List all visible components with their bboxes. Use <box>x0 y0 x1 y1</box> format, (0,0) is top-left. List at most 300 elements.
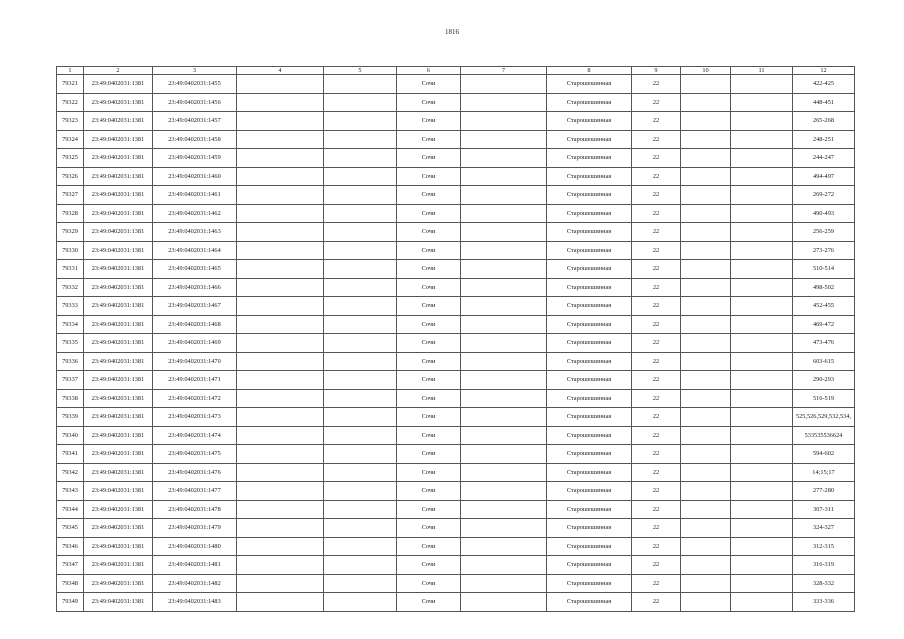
table-cell-col-7 <box>461 500 547 519</box>
table-cell-col-7 <box>461 408 547 427</box>
table-cell-col-7 <box>461 223 547 242</box>
table-cell-col-3: 23:49:0402031:1458 <box>153 130 237 149</box>
table-cell-col-12: 273-276 <box>793 241 855 260</box>
table-row <box>57 408 855 427</box>
table-cell-col-2: 23:49:0402031:1381 <box>84 371 153 390</box>
table-cell-col-1: 79331 <box>57 260 84 279</box>
table-cell-col-1: 79341 <box>57 445 84 464</box>
table-cell-col-5 <box>324 241 397 260</box>
table-cell-col-8: Старошешинная <box>547 426 632 445</box>
table-cell-col-5 <box>324 463 397 482</box>
column-header-9: 9 <box>632 67 681 75</box>
table-cell-col-12: 490-493 <box>793 204 855 223</box>
table-cell-col-3: 23:49:0402031:1463 <box>153 223 237 242</box>
table-cell-col-1: 79347 <box>57 556 84 575</box>
table-cell-col-12: 316-319 <box>793 556 855 575</box>
table-cell-col-2: 23:49:0402031:1381 <box>84 593 153 612</box>
table-cell-col-3: 23:49:0402031:1476 <box>153 463 237 482</box>
table-cell-col-11 <box>731 371 793 390</box>
table-cell-col-8: Старошешинная <box>547 278 632 297</box>
table-row <box>57 371 855 390</box>
table-cell-col-12: 510-514 <box>793 260 855 279</box>
table-cell-col-10 <box>681 371 731 390</box>
table-row <box>57 574 855 593</box>
table-cell-col-3: 23:49:0402031:1455 <box>153 75 237 94</box>
table-cell-col-1: 79332 <box>57 278 84 297</box>
column-header-5: 5 <box>324 67 397 75</box>
table-cell-col-9: 22 <box>632 519 681 538</box>
table-cell-col-7 <box>461 260 547 279</box>
table-cell-col-7 <box>461 426 547 445</box>
table-cell-col-12: 422-425 <box>793 75 855 94</box>
table-cell-col-11 <box>731 130 793 149</box>
table-cell-col-5 <box>324 167 397 186</box>
table-cell-col-5 <box>324 186 397 205</box>
table-cell-col-4 <box>237 482 324 501</box>
table-cell-col-4 <box>237 556 324 575</box>
table-cell-col-10 <box>681 408 731 427</box>
registry-table <box>56 66 855 612</box>
table-row <box>57 112 855 131</box>
table-cell-col-5 <box>324 204 397 223</box>
table-cell-col-8: Старошешинная <box>547 371 632 390</box>
table-cell-col-4 <box>237 445 324 464</box>
table-cell-col-5 <box>324 408 397 427</box>
table-cell-col-6: Сочи <box>397 445 461 464</box>
table-cell-col-10 <box>681 130 731 149</box>
table-cell-col-9: 22 <box>632 149 681 168</box>
table-row <box>57 482 855 501</box>
table-cell-col-3: 23:49:0402031:1482 <box>153 574 237 593</box>
table-cell-col-4 <box>237 260 324 279</box>
table-cell-col-1: 79330 <box>57 241 84 260</box>
table-cell-col-11 <box>731 297 793 316</box>
table-cell-col-11 <box>731 574 793 593</box>
table-cell-col-10 <box>681 204 731 223</box>
table-cell-col-2: 23:49:0402031:1381 <box>84 260 153 279</box>
table-cell-col-5 <box>324 278 397 297</box>
table-cell-col-1: 79339 <box>57 408 84 427</box>
table-cell-col-5 <box>324 297 397 316</box>
table-cell-col-1: 79329 <box>57 223 84 242</box>
table-cell-col-2: 23:49:0402031:1381 <box>84 389 153 408</box>
table-cell-col-4 <box>237 186 324 205</box>
table-row <box>57 149 855 168</box>
table-cell-col-3: 23:49:0402031:1460 <box>153 167 237 186</box>
table-cell-col-7 <box>461 186 547 205</box>
table-cell-col-9: 22 <box>632 426 681 445</box>
table-cell-col-3: 23:49:0402031:1466 <box>153 278 237 297</box>
table-cell-col-8: Старошешинная <box>547 75 632 94</box>
table-cell-col-12: 603-615 <box>793 352 855 371</box>
table-cell-col-10 <box>681 445 731 464</box>
table-cell-col-4 <box>237 204 324 223</box>
table-cell-col-5 <box>324 352 397 371</box>
table-cell-col-3: 23:49:0402031:1474 <box>153 426 237 445</box>
table-cell-col-9: 22 <box>632 371 681 390</box>
table-cell-col-1: 79336 <box>57 352 84 371</box>
table-cell-col-2: 23:49:0402031:1381 <box>84 167 153 186</box>
table-cell-col-10 <box>681 334 731 353</box>
table-cell-col-4 <box>237 593 324 612</box>
column-header-8: 8 <box>547 67 632 75</box>
table-cell-col-7 <box>461 130 547 149</box>
table-cell-col-3: 23:49:0402031:1481 <box>153 556 237 575</box>
table-cell-col-4 <box>237 241 324 260</box>
table-cell-col-2: 23:49:0402031:1381 <box>84 149 153 168</box>
table-cell-col-2: 23:49:0402031:1381 <box>84 186 153 205</box>
table-cell-col-8: Старошешинная <box>547 482 632 501</box>
table-cell-col-9: 22 <box>632 574 681 593</box>
table-cell-col-8: Старошешинная <box>547 463 632 482</box>
table-cell-col-2: 23:49:0402031:1381 <box>84 278 153 297</box>
table-cell-col-2: 23:49:0402031:1381 <box>84 574 153 593</box>
table-cell-col-6: Сочи <box>397 593 461 612</box>
table-row <box>57 167 855 186</box>
table-cell-col-2: 23:49:0402031:1381 <box>84 482 153 501</box>
table-cell-col-1: 79348 <box>57 574 84 593</box>
column-header-3: 3 <box>153 67 237 75</box>
table-cell-col-9: 22 <box>632 112 681 131</box>
table-cell-col-12: 248-251 <box>793 130 855 149</box>
table-cell-col-10 <box>681 574 731 593</box>
table-cell-col-8: Старошешинная <box>547 519 632 538</box>
table-cell-col-7 <box>461 241 547 260</box>
table-cell-col-2: 23:49:0402031:1381 <box>84 556 153 575</box>
table-cell-col-10 <box>681 315 731 334</box>
table-cell-col-1: 79346 <box>57 537 84 556</box>
table-cell-col-1: 79328 <box>57 204 84 223</box>
table-cell-col-1: 79337 <box>57 371 84 390</box>
table-cell-col-6: Сочи <box>397 75 461 94</box>
table-cell-col-4 <box>237 537 324 556</box>
table-cell-col-4 <box>237 352 324 371</box>
table-cell-col-2: 23:49:0402031:1381 <box>84 112 153 131</box>
table-cell-col-7 <box>461 537 547 556</box>
table-cell-col-7 <box>461 75 547 94</box>
table-cell-col-10 <box>681 593 731 612</box>
table-cell-col-6: Сочи <box>397 315 461 334</box>
table-cell-col-1: 79344 <box>57 500 84 519</box>
table-cell-col-6: Сочи <box>397 260 461 279</box>
table-cell-col-11 <box>731 167 793 186</box>
table-cell-col-7 <box>461 93 547 112</box>
table-cell-col-11 <box>731 556 793 575</box>
table-cell-col-6: Сочи <box>397 537 461 556</box>
table-cell-col-5 <box>324 500 397 519</box>
table-cell-col-12: 324-327 <box>793 519 855 538</box>
table-cell-col-1: 79343 <box>57 482 84 501</box>
table-cell-col-10 <box>681 241 731 260</box>
table-cell-col-4 <box>237 574 324 593</box>
table-cell-col-3: 23:49:0402031:1464 <box>153 241 237 260</box>
table-cell-col-5 <box>324 112 397 131</box>
table-row <box>57 130 855 149</box>
table-cell-col-8: Старошешинная <box>547 167 632 186</box>
table-cell-col-10 <box>681 223 731 242</box>
table-cell-col-12: 256-259 <box>793 223 855 242</box>
table-cell-col-3: 23:49:0402031:1478 <box>153 500 237 519</box>
table-cell-col-5 <box>324 593 397 612</box>
table-cell-col-5 <box>324 75 397 94</box>
table-cell-col-3: 23:49:0402031:1479 <box>153 519 237 538</box>
table-cell-col-2: 23:49:0402031:1381 <box>84 204 153 223</box>
table-cell-col-6: Сочи <box>397 130 461 149</box>
table-cell-col-11 <box>731 426 793 445</box>
table-cell-col-11 <box>731 278 793 297</box>
table-cell-col-8: Старошешинная <box>547 574 632 593</box>
table-cell-col-10 <box>681 112 731 131</box>
table-cell-col-5 <box>324 574 397 593</box>
table-cell-col-3: 23:49:0402031:1468 <box>153 315 237 334</box>
table-cell-col-9: 22 <box>632 75 681 94</box>
table-cell-col-7 <box>461 519 547 538</box>
table-cell-col-12: 533535536624 <box>793 426 855 445</box>
table-cell-col-3: 23:49:0402031:1462 <box>153 204 237 223</box>
table-cell-col-11 <box>731 593 793 612</box>
table-cell-col-6: Сочи <box>397 93 461 112</box>
table-cell-col-6: Сочи <box>397 426 461 445</box>
table-cell-col-8: Старошешинная <box>547 334 632 353</box>
table-cell-col-10 <box>681 149 731 168</box>
table-cell-col-11 <box>731 112 793 131</box>
table-cell-col-7 <box>461 371 547 390</box>
table-cell-col-10 <box>681 537 731 556</box>
table-row <box>57 241 855 260</box>
table-cell-col-12: 448-451 <box>793 93 855 112</box>
table-cell-col-11 <box>731 463 793 482</box>
table-cell-col-1: 79325 <box>57 149 84 168</box>
table-cell-col-10 <box>681 426 731 445</box>
table-cell-col-3: 23:49:0402031:1475 <box>153 445 237 464</box>
table-cell-col-4 <box>237 408 324 427</box>
table-row <box>57 204 855 223</box>
table-cell-col-4 <box>237 315 324 334</box>
table-cell-col-9: 22 <box>632 500 681 519</box>
table-cell-col-7 <box>461 149 547 168</box>
table-cell-col-5 <box>324 223 397 242</box>
table-cell-col-6: Сочи <box>397 556 461 575</box>
table-cell-col-9: 22 <box>632 204 681 223</box>
table-cell-col-2: 23:49:0402031:1381 <box>84 408 153 427</box>
table-cell-col-5 <box>324 537 397 556</box>
table-cell-col-8: Старошешинная <box>547 93 632 112</box>
table-row <box>57 297 855 316</box>
table-cell-col-4 <box>237 519 324 538</box>
table-cell-col-2: 23:49:0402031:1381 <box>84 519 153 538</box>
table-cell-col-7 <box>461 389 547 408</box>
table-cell-col-11 <box>731 537 793 556</box>
table-cell-col-4 <box>237 426 324 445</box>
table-cell-col-7 <box>461 167 547 186</box>
table-cell-col-8: Старошешинная <box>547 223 632 242</box>
table-cell-col-6: Сочи <box>397 389 461 408</box>
table-cell-col-11 <box>731 223 793 242</box>
table-cell-col-2: 23:49:0402031:1381 <box>84 223 153 242</box>
table-cell-col-12: 269-272 <box>793 186 855 205</box>
table-cell-col-6: Сочи <box>397 334 461 353</box>
table-cell-col-12: 498-502 <box>793 278 855 297</box>
table-cell-col-8: Старошешинная <box>547 556 632 575</box>
table-cell-col-6: Сочи <box>397 482 461 501</box>
table-cell-col-7 <box>461 574 547 593</box>
table-cell-col-1: 79322 <box>57 93 84 112</box>
table-row <box>57 426 855 445</box>
table-cell-col-10 <box>681 556 731 575</box>
column-header-2: 2 <box>84 67 153 75</box>
table-cell-col-1: 79321 <box>57 75 84 94</box>
table-cell-col-1: 79326 <box>57 167 84 186</box>
table-cell-col-10 <box>681 278 731 297</box>
table-cell-col-11 <box>731 445 793 464</box>
table-cell-col-9: 22 <box>632 93 681 112</box>
table-cell-col-5 <box>324 315 397 334</box>
table-cell-col-4 <box>237 297 324 316</box>
table-cell-col-9: 22 <box>632 241 681 260</box>
table-cell-col-9: 22 <box>632 537 681 556</box>
column-header-4: 4 <box>237 67 324 75</box>
table-cell-col-4 <box>237 112 324 131</box>
table-row <box>57 93 855 112</box>
table-cell-col-6: Сочи <box>397 167 461 186</box>
table-cell-col-11 <box>731 241 793 260</box>
table-cell-col-6: Сочи <box>397 408 461 427</box>
table-cell-col-10 <box>681 186 731 205</box>
table-cell-col-10 <box>681 352 731 371</box>
table-cell-col-4 <box>237 463 324 482</box>
table-cell-col-10 <box>681 260 731 279</box>
table-row <box>57 389 855 408</box>
table-cell-col-5 <box>324 389 397 408</box>
table-cell-col-5 <box>324 426 397 445</box>
table-cell-col-11 <box>731 186 793 205</box>
table-cell-col-9: 22 <box>632 334 681 353</box>
table-cell-col-7 <box>461 593 547 612</box>
table-cell-col-11 <box>731 500 793 519</box>
table-cell-col-7 <box>461 463 547 482</box>
table-cell-col-1: 79334 <box>57 315 84 334</box>
table-row <box>57 519 855 538</box>
table-cell-col-8: Старошешинная <box>547 241 632 260</box>
table-cell-col-8: Старошешинная <box>547 297 632 316</box>
table-cell-col-11 <box>731 93 793 112</box>
table-cell-col-8: Старошешинная <box>547 204 632 223</box>
table-cell-col-7 <box>461 482 547 501</box>
table-cell-col-8: Старошешинная <box>547 260 632 279</box>
table-cell-col-10 <box>681 389 731 408</box>
table-cell-col-11 <box>731 389 793 408</box>
table-cell-col-3: 23:49:0402031:1457 <box>153 112 237 131</box>
table-cell-col-10 <box>681 75 731 94</box>
table-cell-col-5 <box>324 149 397 168</box>
table-cell-col-2: 23:49:0402031:1381 <box>84 93 153 112</box>
table-cell-col-6: Сочи <box>397 223 461 242</box>
table-cell-col-3: 23:49:0402031:1456 <box>153 93 237 112</box>
table-cell-col-12: 452-455 <box>793 297 855 316</box>
table-cell-col-11 <box>731 408 793 427</box>
table-cell-col-6: Сочи <box>397 297 461 316</box>
table-cell-col-9: 22 <box>632 408 681 427</box>
table-cell-col-1: 79345 <box>57 519 84 538</box>
table-cell-col-12: 469-472 <box>793 315 855 334</box>
table-cell-col-10 <box>681 297 731 316</box>
column-header-1: 1 <box>57 67 84 75</box>
table-cell-col-1: 79333 <box>57 297 84 316</box>
table-row <box>57 556 855 575</box>
table-row <box>57 223 855 242</box>
table-cell-col-2: 23:49:0402031:1381 <box>84 75 153 94</box>
table-cell-col-12: 516-519 <box>793 389 855 408</box>
table-cell-col-11 <box>731 334 793 353</box>
table-row <box>57 500 855 519</box>
table-row <box>57 186 855 205</box>
table-cell-col-3: 23:49:0402031:1469 <box>153 334 237 353</box>
table-cell-col-9: 22 <box>632 556 681 575</box>
table-cell-col-6: Сочи <box>397 463 461 482</box>
table-cell-col-11 <box>731 260 793 279</box>
table-cell-col-9: 22 <box>632 482 681 501</box>
table-cell-col-9: 22 <box>632 260 681 279</box>
table-cell-col-6: Сочи <box>397 186 461 205</box>
table-row <box>57 315 855 334</box>
table-cell-col-7 <box>461 278 547 297</box>
table-cell-col-8: Старошешинная <box>547 352 632 371</box>
table-cell-col-5 <box>324 445 397 464</box>
table-cell-col-3: 23:49:0402031:1467 <box>153 297 237 316</box>
table-cell-col-9: 22 <box>632 297 681 316</box>
column-header-10: 10 <box>681 67 731 75</box>
table-cell-col-2: 23:49:0402031:1381 <box>84 334 153 353</box>
table-cell-col-4 <box>237 93 324 112</box>
table-row <box>57 463 855 482</box>
table-cell-col-1: 79327 <box>57 186 84 205</box>
table-cell-col-4 <box>237 223 324 242</box>
table-cell-col-6: Сочи <box>397 371 461 390</box>
table-cell-col-10 <box>681 93 731 112</box>
table-cell-col-3: 23:49:0402031:1470 <box>153 352 237 371</box>
column-header-7: 7 <box>461 67 547 75</box>
table-cell-col-6: Сочи <box>397 352 461 371</box>
table-cell-col-7 <box>461 352 547 371</box>
table-row <box>57 334 855 353</box>
table-row <box>57 352 855 371</box>
table-cell-col-11 <box>731 75 793 94</box>
table-cell-col-10 <box>681 482 731 501</box>
table-cell-col-6: Сочи <box>397 112 461 131</box>
table-cell-col-12: 494-497 <box>793 167 855 186</box>
table-cell-col-9: 22 <box>632 186 681 205</box>
table-cell-col-3: 23:49:0402031:1473 <box>153 408 237 427</box>
page-number: 1816 <box>445 28 459 36</box>
table-cell-col-2: 23:49:0402031:1381 <box>84 241 153 260</box>
table-cell-col-9: 22 <box>632 352 681 371</box>
table-cell-col-3: 23:49:0402031:1459 <box>153 149 237 168</box>
table-cell-col-9: 22 <box>632 593 681 612</box>
table-cell-col-1: 79340 <box>57 426 84 445</box>
table-cell-col-5 <box>324 371 397 390</box>
table-cell-col-11 <box>731 482 793 501</box>
table-cell-col-1: 79324 <box>57 130 84 149</box>
table-cell-col-11 <box>731 352 793 371</box>
table-cell-col-2: 23:49:0402031:1381 <box>84 130 153 149</box>
table-cell-col-3: 23:49:0402031:1465 <box>153 260 237 279</box>
table-cell-col-8: Старошешинная <box>547 593 632 612</box>
table-cell-col-5 <box>324 334 397 353</box>
table-cell-col-9: 22 <box>632 167 681 186</box>
table-cell-col-3: 23:49:0402031:1471 <box>153 371 237 390</box>
table-cell-col-8: Старошешинная <box>547 389 632 408</box>
table-row <box>57 537 855 556</box>
